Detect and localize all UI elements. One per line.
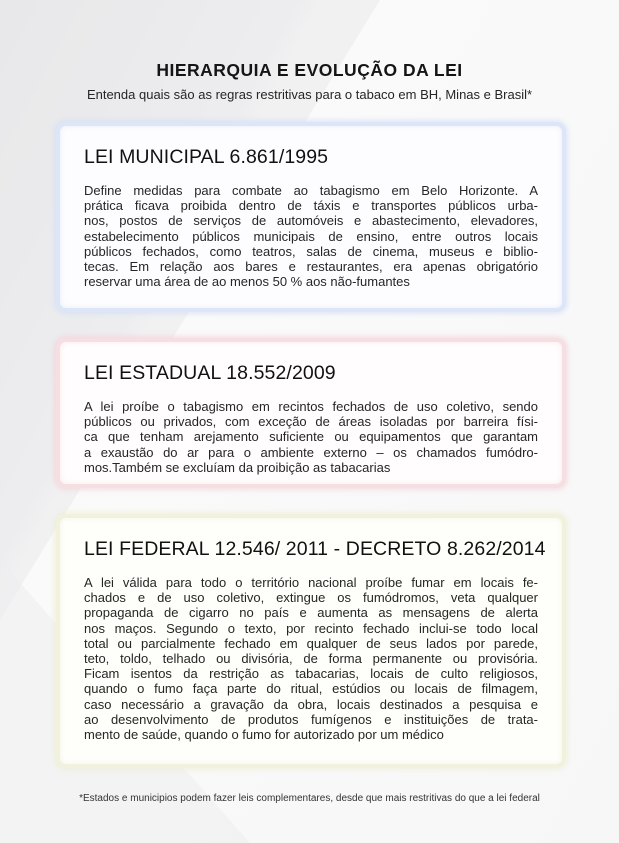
text-line: públicos fechados, como teatros, salas de cinema, museus e biblio- xyxy=(84,243,538,259)
text-line: Ficam isentos da restrição as tabacarias, locais de culto religiosos, xyxy=(84,666,538,682)
text-line: nos maços. Segundo o texto, por recinto fechado inclui-se todo local xyxy=(84,620,538,636)
municipal-law-title: LEI MUNICIPAL 6.861/1995 xyxy=(84,146,329,168)
text-line: nos, postos de serviços de automóveis e abastecimento, elevadores, xyxy=(84,213,538,229)
text-line: ao desenvolvimento de produtos fumígenos e instituições de trata- xyxy=(84,711,538,727)
text-line: mos.Também se excluíam da proibição as tabacarias xyxy=(84,459,391,475)
text-line: estabelecimento públicos municipais de ensino, entre outros locais xyxy=(84,228,538,244)
text-line: A lei proíbe o tabagismo em recintos fechados de uso coletivo, sendo xyxy=(84,399,538,414)
text-line: propaganda de cigarro no país e aumenta as mensagens de alerta xyxy=(84,605,538,621)
text-line: Define medidas para combate ao tabagismo em Belo Horizonte. A xyxy=(84,183,538,198)
text-line: total ou parcialmente fechado em qualquer de seus lados por parede, xyxy=(84,635,538,651)
text-line: teto, toldo, telhado ou divisória, de forma permanente ou provisória. xyxy=(84,651,538,667)
text-line: prática ficava proibida dentro de táxis e transportes públicos urba- xyxy=(84,198,538,214)
text-line: a exaustão do ar para o ambiente externo – os chamados fumódro- xyxy=(84,444,538,460)
page-subtitle: Entenda quais são as regras restritivas para o tabaco em BH, Minas e Brasil* xyxy=(86,87,533,102)
state-law-text xyxy=(84,399,538,475)
federal-law-title: LEI FEDERAL 12.546/ 2011 - DECRETO 8.262/2014 xyxy=(84,538,546,560)
state-law-card xyxy=(56,338,566,488)
text-line: quando o fumo faça parte do ritual, estúdios ou locais de filmagem, xyxy=(84,681,538,697)
text-line: ca que tenham arejamento suficiente ou equipamentos que garantam xyxy=(84,429,538,445)
municipal-law-text xyxy=(84,183,538,289)
federal-law-text xyxy=(84,575,538,742)
footnote: *Estados e municipios podem fazer leis complementares, desde que mais restritivas do que a lei federal xyxy=(79,793,540,804)
text-line: reservar uma área de ao menos 50 % aos não-fumantes xyxy=(84,274,410,290)
text-line: chados e de uso coletivo, extingue os fumódromos, veta qualquer xyxy=(84,590,538,606)
federal-law-card xyxy=(56,514,566,768)
text-line: A lei válida para todo o território nacional proíbe fumar em locais fe- xyxy=(84,575,538,590)
text-line: caso necessário a gravação da obra, locais destinados a pesquisa e xyxy=(84,696,538,712)
text-line: públicos ou privados, com exceção de áreas isoladas por barreira físi- xyxy=(84,414,538,430)
state-law-title: LEI ESTADUAL 18.552/2009 xyxy=(84,362,336,384)
text-line: tecas. Em relação aos bares e restaurantes, era apenas obrigatório xyxy=(84,259,538,275)
page-title: HIERARQUIA E EVOLUÇÃO DA LEI xyxy=(156,60,463,80)
text-line: mento de saúde, quando o fumo for autorizado por um médico xyxy=(84,727,444,743)
municipal-law-card xyxy=(56,122,566,312)
